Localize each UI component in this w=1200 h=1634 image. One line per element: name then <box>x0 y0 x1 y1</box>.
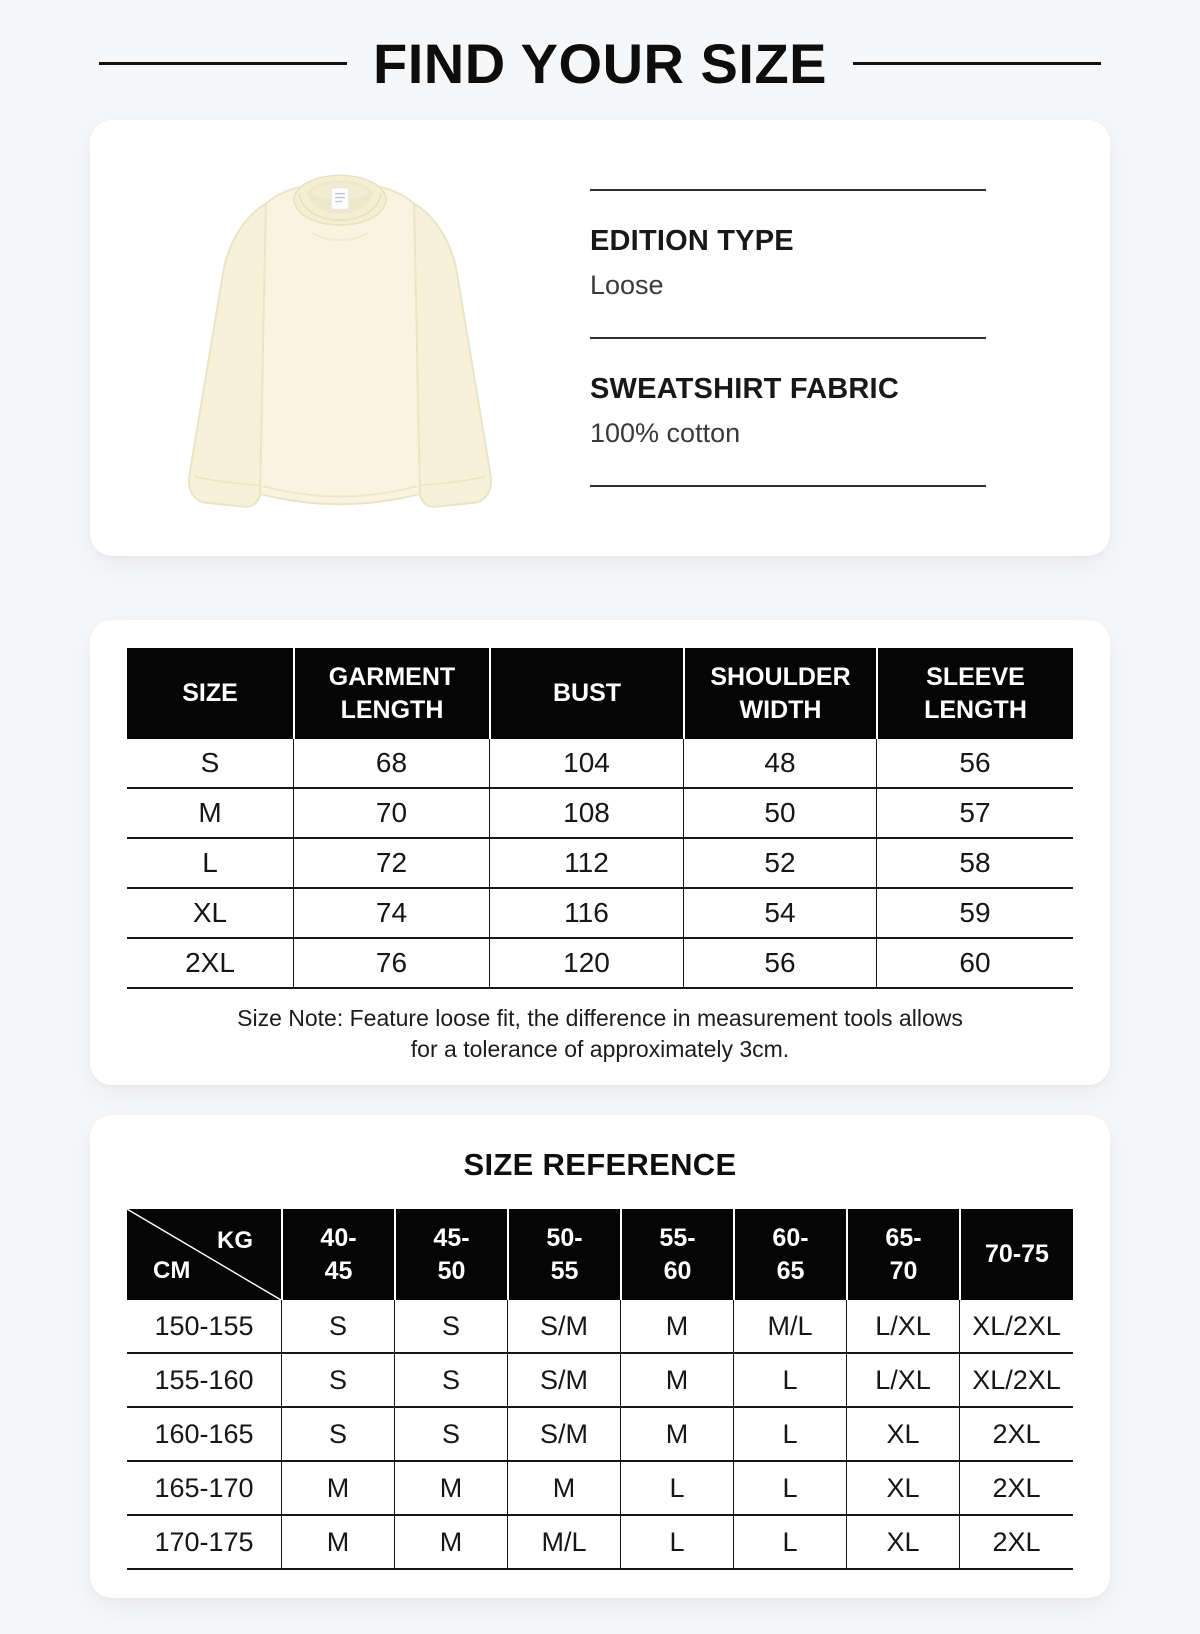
size-table-header-bust: BUST <box>489 648 683 739</box>
weight-header-cell: 65-70 <box>846 1209 959 1300</box>
size-table-row-2xl <box>127 939 1073 989</box>
garment-length-cell: 76 <box>293 939 489 989</box>
page-header <box>0 31 1200 95</box>
product-image-wrapper <box>90 143 590 533</box>
weight-header-cell: 45-50 <box>394 1209 507 1300</box>
size-table-row-m <box>127 789 1073 839</box>
size-table <box>127 648 1073 989</box>
sleeve-length-cell: 58 <box>876 839 1073 889</box>
size-reference-title: SIZE REFERENCE <box>463 1147 737 1183</box>
shoulder-width-cell: 50 <box>683 789 876 839</box>
recommended-size-cell: XL <box>846 1462 959 1516</box>
recommended-size-cell: M <box>620 1354 733 1408</box>
spec-divider <box>590 189 986 191</box>
bust-cell: 108 <box>489 789 683 839</box>
kg-label: KG <box>217 1227 253 1255</box>
cm-label: CM <box>153 1256 191 1284</box>
reference-row-155-160 <box>127 1354 1073 1408</box>
recommended-size-cell: S/M <box>507 1354 620 1408</box>
recommended-size-cell: M <box>620 1408 733 1462</box>
size-table-row-l <box>127 839 1073 889</box>
product-card <box>90 120 1110 556</box>
spec-label-fabric: SWEATSHIRT FABRIC <box>590 373 899 405</box>
garment-length-cell: 70 <box>293 789 489 839</box>
recommended-size-cell: S <box>281 1300 394 1354</box>
size-table-header-sleeve-length: SLEEVE LENGTH <box>876 648 1073 739</box>
sleeve-length-cell: 56 <box>876 739 1073 789</box>
recommended-size-cell: L <box>620 1516 733 1570</box>
recommended-size-cell: M <box>281 1516 394 1570</box>
spec-divider <box>590 337 986 339</box>
product-info-panel <box>590 189 1110 487</box>
recommended-size-cell: M <box>281 1462 394 1516</box>
reference-row-160-165 <box>127 1408 1073 1462</box>
page-title: FIND YOUR SIZE <box>372 31 827 95</box>
size-table-header-size: SIZE <box>127 648 293 739</box>
recommended-size-cell: M <box>394 1516 507 1570</box>
height-cell: 170-175 <box>127 1516 281 1570</box>
weight-header-cell: 50-55 <box>507 1209 620 1300</box>
sleeve-length-cell: 57 <box>876 789 1073 839</box>
spec-divider <box>590 485 986 487</box>
size-reference-card <box>90 1115 1110 1598</box>
bust-cell: 104 <box>489 739 683 789</box>
recommended-size-cell: L <box>733 1408 846 1462</box>
sweatshirt-product-image <box>164 143 516 533</box>
recommended-size-cell: S/M <box>507 1408 620 1462</box>
garment-length-cell: 74 <box>293 889 489 939</box>
size-cell: 2XL <box>127 939 293 989</box>
bust-cell: 112 <box>489 839 683 889</box>
size-note <box>127 1003 1073 1065</box>
recommended-size-cell: 2XL <box>959 1516 1073 1570</box>
recommended-size-cell: M/L <box>507 1516 620 1570</box>
sleeve-length-cell: 60 <box>876 939 1073 989</box>
weight-header-cell: 60-65 <box>733 1209 846 1300</box>
recommended-size-cell: M <box>507 1462 620 1516</box>
weight-header-cell: 70-75 <box>959 1209 1073 1300</box>
size-measurements-card <box>90 620 1110 1085</box>
recommended-size-cell: L <box>733 1516 846 1570</box>
shoulder-width-cell: 56 <box>683 939 876 989</box>
recommended-size-cell: S/M <box>507 1300 620 1354</box>
title-divider-left <box>99 62 347 65</box>
recommended-size-cell: XL/2XL <box>959 1354 1073 1408</box>
recommended-size-cell: L <box>733 1462 846 1516</box>
shoulder-width-cell: 48 <box>683 739 876 789</box>
size-note-line-2: for a tolerance of approximately 3cm. <box>410 1036 790 1063</box>
size-table-header-garment-length: GARMENT LENGTH <box>293 648 489 739</box>
recommended-size-cell: M <box>394 1462 507 1516</box>
recommended-size-cell: S <box>394 1300 507 1354</box>
garment-length-cell: 68 <box>293 739 489 789</box>
recommended-size-cell: S <box>394 1354 507 1408</box>
recommended-size-cell: S <box>394 1408 507 1462</box>
recommended-size-cell: L/XL <box>846 1354 959 1408</box>
size-reference-table <box>127 1209 1073 1570</box>
size-table-header-row <box>127 648 1073 739</box>
recommended-size-cell: L <box>733 1354 846 1408</box>
height-cell: 155-160 <box>127 1354 281 1408</box>
reference-header-row <box>127 1209 1073 1300</box>
recommended-size-cell: XL <box>846 1516 959 1570</box>
recommended-size-cell: L/XL <box>846 1300 959 1354</box>
height-cell: 150-155 <box>127 1300 281 1354</box>
size-table-row-s <box>127 739 1073 789</box>
recommended-size-cell: S <box>281 1354 394 1408</box>
weight-header-cell: 40-45 <box>281 1209 394 1300</box>
title-divider-right <box>853 62 1101 65</box>
recommended-size-cell: M/L <box>733 1300 846 1354</box>
recommended-size-cell: XL/2XL <box>959 1300 1073 1354</box>
height-cell: 165-170 <box>127 1462 281 1516</box>
recommended-size-cell: S <box>281 1408 394 1462</box>
shoulder-width-cell: 54 <box>683 889 876 939</box>
spec-value-edition-type: Loose <box>590 270 664 300</box>
bust-cell: 120 <box>489 939 683 989</box>
kg-cm-corner-cell <box>127 1209 281 1300</box>
reference-row-170-175 <box>127 1516 1073 1570</box>
sleeve-length-cell: 59 <box>876 889 1073 939</box>
spec-value-fabric: 100% cotton <box>590 418 741 448</box>
reference-row-165-170 <box>127 1462 1073 1516</box>
recommended-size-cell: 2XL <box>959 1462 1073 1516</box>
recommended-size-cell: M <box>620 1300 733 1354</box>
size-cell: XL <box>127 889 293 939</box>
size-cell: L <box>127 839 293 889</box>
size-cell: S <box>127 739 293 789</box>
size-cell: M <box>127 789 293 839</box>
reference-row-150-155 <box>127 1300 1073 1354</box>
garment-length-cell: 72 <box>293 839 489 889</box>
weight-header-cell: 55-60 <box>620 1209 733 1300</box>
shoulder-width-cell: 52 <box>683 839 876 889</box>
recommended-size-cell: L <box>620 1462 733 1516</box>
size-table-header-shoulder-width: SHOULDER WIDTH <box>683 648 876 739</box>
size-note-line-1: Size Note: Feature loose fit, the difference in measurement tools allows <box>237 1005 963 1031</box>
bust-cell: 116 <box>489 889 683 939</box>
recommended-size-cell: XL <box>846 1408 959 1462</box>
height-cell: 160-165 <box>127 1408 281 1462</box>
spec-label-edition-type: EDITION TYPE <box>590 225 794 257</box>
diagonal-divider <box>127 1209 281 1300</box>
size-table-row-xl <box>127 889 1073 939</box>
recommended-size-cell: 2XL <box>959 1408 1073 1462</box>
